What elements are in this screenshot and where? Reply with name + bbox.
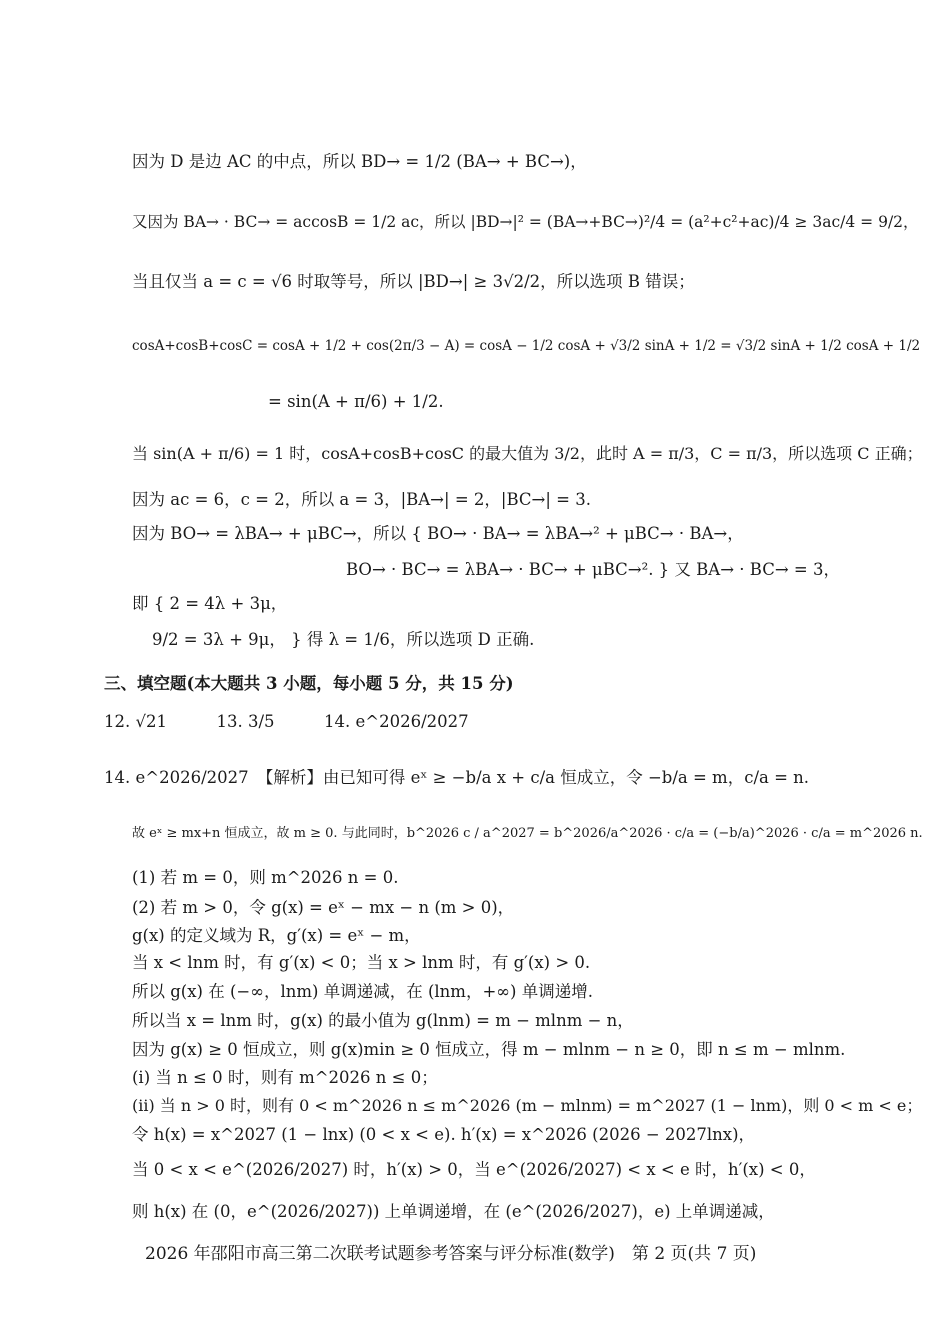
- text-line: (2) 若 m > 0，令 g(x) = eˣ − mx − n (m > 0)，: [132, 898, 515, 917]
- text-line: 又因为 BA→ · BC→ = accosB = 1/2 ac，所以 |BD→|² = (BA→+BC→)²/4 = (a²+c²+ac)/4 ≥ 3ac/4 = 9/2，: [132, 213, 919, 231]
- text-line: 因为 BO→ = λBA→ + μBC→，所以 { BO→ · BA→ = λBA→² + μBC→ · BA→，: [132, 524, 744, 543]
- text-line: cosA+cosB+cosC = cosA + 1/2 + cos(2π/3 − A) = cosA − 1/2 cosA + √3/2 sinA + 1/2 = √3/2 sinA + 1/2 cosA + 1/2: [132, 338, 921, 354]
- text-line: 当 sin(A + π/6) = 1 时，cosA+cosB+cosC 的最大值为 3/2，此时 A = π/3，C = π/3，所以选项 C 正确；: [132, 444, 923, 463]
- text-line: 14. e^2026/2027 【解析】由已知可得 eˣ ≥ −b/a x + c/a 恒成立，令 −b/a = m，c/a = n.: [104, 768, 810, 787]
- text-line: 所以 g(x) 在 (−∞，lnm) 单调递减，在 (lnm，+∞) 单调递增.: [132, 982, 593, 1001]
- text-line: 当 x < lnm 时，有 g′(x) < 0；当 x > lnm 时，有 g′(x) > 0.: [132, 953, 591, 972]
- text-line: 因为 g(x) ≥ 0 恒成立，则 g(x)min ≥ 0 恒成立，得 m − mlnm − n ≥ 0，即 n ≤ m − mlnm.: [132, 1040, 846, 1059]
- text-line: 因为 ac = 6，c = 2，所以 a = 3，|BA→| = 2，|BC→| = 3.: [132, 490, 591, 509]
- text-line: 故 eˣ ≥ mx+n 恒成立，故 m ≥ 0. 与此同时，b^2026 c / a^2027 = b^2026/a^2026 · c/a = (−b/a)^2026 · c/a = m^2026 n.: [132, 826, 923, 841]
- text-line: 因为 D 是边 AC 的中点，所以 BD→ = 1/2 (BA→ + BC→)，: [132, 152, 587, 171]
- text-line: (1) 若 m = 0，则 m^2026 n = 0.: [132, 868, 399, 887]
- text-line: 9/2 = 3λ + 9μ， } 得 λ = 1/6，所以选项 D 正确.: [152, 630, 535, 649]
- text-line: 即 { 2 = 4λ + 3μ，: [132, 594, 288, 613]
- text-line: 12. √21 13. 3/5 14. e^2026/2027: [104, 712, 469, 731]
- text-line: 当 0 < x < e^(2026/2027) 时，h′(x) > 0，当 e^(2026/2027) < x < e 时，h′(x) < 0，: [132, 1160, 816, 1179]
- text-line: (ⅰ) 当 n ≤ 0 时，则有 m^2026 n ≤ 0；: [132, 1068, 438, 1087]
- text-line: g(x) 的定义域为 R，g′(x) = eˣ − m，: [132, 926, 421, 945]
- text-line: BO→ · BC→ = λBA→ · BC→ + μBC→². } 又 BA→ · BC→ = 3，: [346, 560, 840, 579]
- page-footer: 2026 年邵阳市高三第二次联考试题参考答案与评分标准(数学) 第 2 页(共 7 页): [145, 1244, 757, 1264]
- text-line: 令 h(x) = x^2027 (1 − lnx) (0 < x < e). h′(x) = x^2026 (2026 − 2027lnx)，: [132, 1125, 756, 1144]
- text-line: 当且仅当 a = c = √6 时取等号，所以 |BD→| ≥ 3√2/2，所以选项 B 错误；: [132, 272, 695, 291]
- text-line: = sin(A + π/6) + 1/2.: [268, 392, 444, 411]
- text-line: (ⅱ) 当 n > 0 时，则有 0 < m^2026 n ≤ m^2026 (m − mlnm) = m^2027 (1 − lnm)，则 0 < m < e；: [132, 1096, 923, 1115]
- text-line: 所以当 x = lnm 时，g(x) 的最小值为 g(lnm) = m − mlnm − n，: [132, 1011, 634, 1030]
- section-heading: 三、填空题(本大题共 3 小题，每小题 5 分，共 15 分): [104, 674, 514, 693]
- text-line: 则 h(x) 在 (0，e^(2026/2027)) 上单调递增，在 (e^(2026/2027)，e) 上单调递减，: [132, 1202, 775, 1221]
